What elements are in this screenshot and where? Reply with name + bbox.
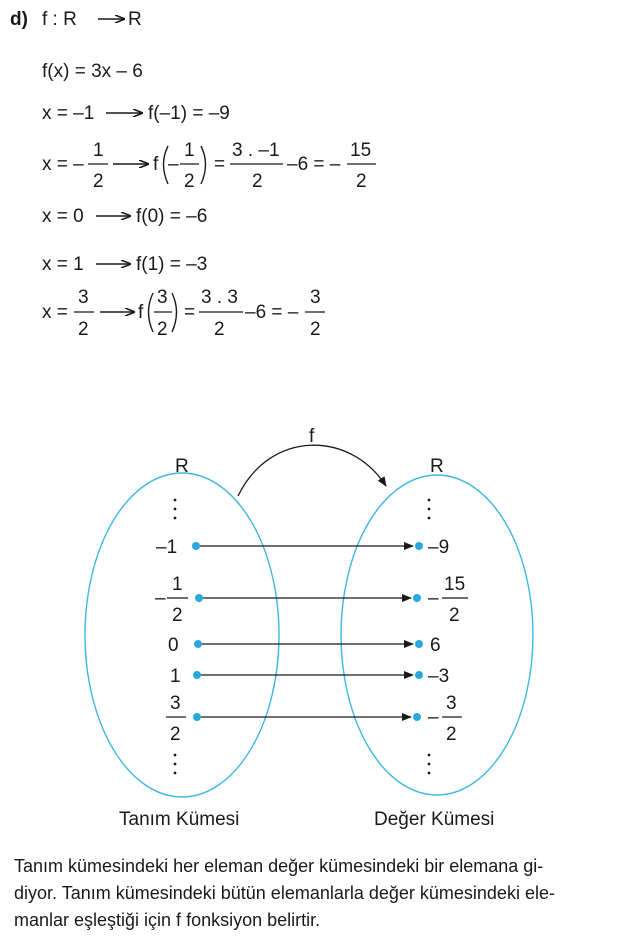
domain-ellipse — [85, 473, 279, 797]
domain-point — [193, 713, 201, 721]
domain-point — [194, 640, 202, 648]
mapping-diagram — [0, 420, 623, 840]
row5-x-den: 2 — [78, 319, 89, 340]
row5-paren-left — [149, 293, 154, 332]
domain-item-den: 2 — [172, 605, 183, 626]
domain-point — [193, 671, 201, 679]
row4-lhs: x = 1 — [42, 254, 84, 275]
paragraph-line-1: Tanım kümesindeki her eleman değer kümesindeki bir elemana gi- — [14, 856, 544, 876]
domain-point — [192, 542, 200, 550]
row2-x-num: 1 — [93, 140, 104, 161]
range-point — [413, 594, 421, 602]
range-item-num: 15 — [444, 574, 466, 595]
row1-rhs: f(–1) = –9 — [148, 103, 230, 124]
row2-frac-num: 3 . –1 — [232, 140, 280, 161]
domain-item-1: 1 — [170, 666, 181, 687]
row5-f: f — [138, 302, 144, 323]
row5-frac-num: 3 . 3 — [201, 287, 238, 308]
range-item-neg3: –3 — [428, 666, 450, 687]
row2-eq: = — [214, 154, 226, 175]
range-item-den: 2 — [446, 724, 457, 745]
domain-item-neg1: –1 — [156, 537, 178, 558]
range-item-den: 2 — [449, 605, 460, 626]
paragraph-line-3: manlar eşleştiği için f fonksiyon belirtir. — [14, 910, 321, 930]
range-item-neg9: –9 — [428, 537, 450, 558]
row2-res-den: 2 — [356, 171, 367, 192]
math-solution — [0, 0, 623, 360]
part-label: d) — [10, 9, 28, 30]
row5-f-den: 2 — [157, 319, 168, 340]
range-point — [415, 640, 423, 648]
function-label: f — [309, 426, 315, 447]
row2-f-num: 1 — [184, 140, 195, 161]
range-point — [413, 713, 421, 721]
domain-item-num: 3 — [170, 693, 181, 714]
row5-res-den: 2 — [310, 319, 321, 340]
range-item-6: 6 — [430, 635, 441, 656]
domain-item-den: 2 — [170, 724, 181, 745]
row1-lhs: x = –1 — [42, 103, 95, 124]
row4-rhs: f(1) = –3 — [136, 254, 208, 275]
explanation-paragraph — [14, 853, 614, 934]
row2-frac-den: 2 — [252, 171, 263, 192]
row2-res-num: 15 — [350, 140, 372, 161]
range-item-num: 3 — [446, 693, 457, 714]
domain-point — [195, 594, 203, 602]
row5-paren-right — [172, 293, 177, 332]
row2-x-prefix: x = – — [42, 154, 84, 175]
domain-caption: Tanım Kümesi — [119, 809, 240, 830]
row5-x-num: 3 — [78, 287, 89, 308]
domain-item-0: 0 — [168, 635, 179, 656]
row2-tail: –6 = – — [287, 154, 341, 175]
domain-item-num: 1 — [172, 574, 183, 595]
row2-f: f — [153, 154, 159, 175]
paragraph-line-2: diyor. Tanım kümesindeki bütün elemanlarla değer kümesindeki ele- — [14, 883, 555, 903]
left-set-label: R — [175, 456, 189, 477]
row5-tail: –6 = – — [245, 302, 299, 323]
row5-x-prefix: x = — [42, 302, 68, 323]
row5-frac-den: 2 — [214, 319, 225, 340]
ellipsis-dots — [174, 499, 431, 775]
function-curve-arrow — [238, 445, 386, 496]
row2-f-sign: – — [168, 154, 179, 175]
domain-item-sign: – — [155, 588, 166, 609]
row2-f-den: 2 — [184, 171, 195, 192]
row3-lhs: x = 0 — [42, 206, 84, 227]
range-item-sign: – — [428, 588, 439, 609]
row2-paren-right — [201, 146, 206, 184]
range-point — [415, 542, 423, 550]
row2-x-den: 2 — [93, 171, 104, 192]
right-set-label: R — [430, 456, 444, 477]
range-caption: Değer Kümesi — [374, 809, 495, 830]
mapping-rhs: R — [128, 9, 142, 30]
row5-eq: = — [184, 302, 196, 323]
range-item-sign: – — [428, 707, 439, 728]
row3-rhs: f(0) = –6 — [136, 206, 208, 227]
row5-f-num: 3 — [157, 287, 168, 308]
function-rule: f(x) = 3x – 6 — [42, 61, 143, 82]
range-point — [415, 671, 423, 679]
mapping-lhs: f : R — [42, 9, 77, 30]
row5-res-num: 3 — [310, 287, 321, 308]
